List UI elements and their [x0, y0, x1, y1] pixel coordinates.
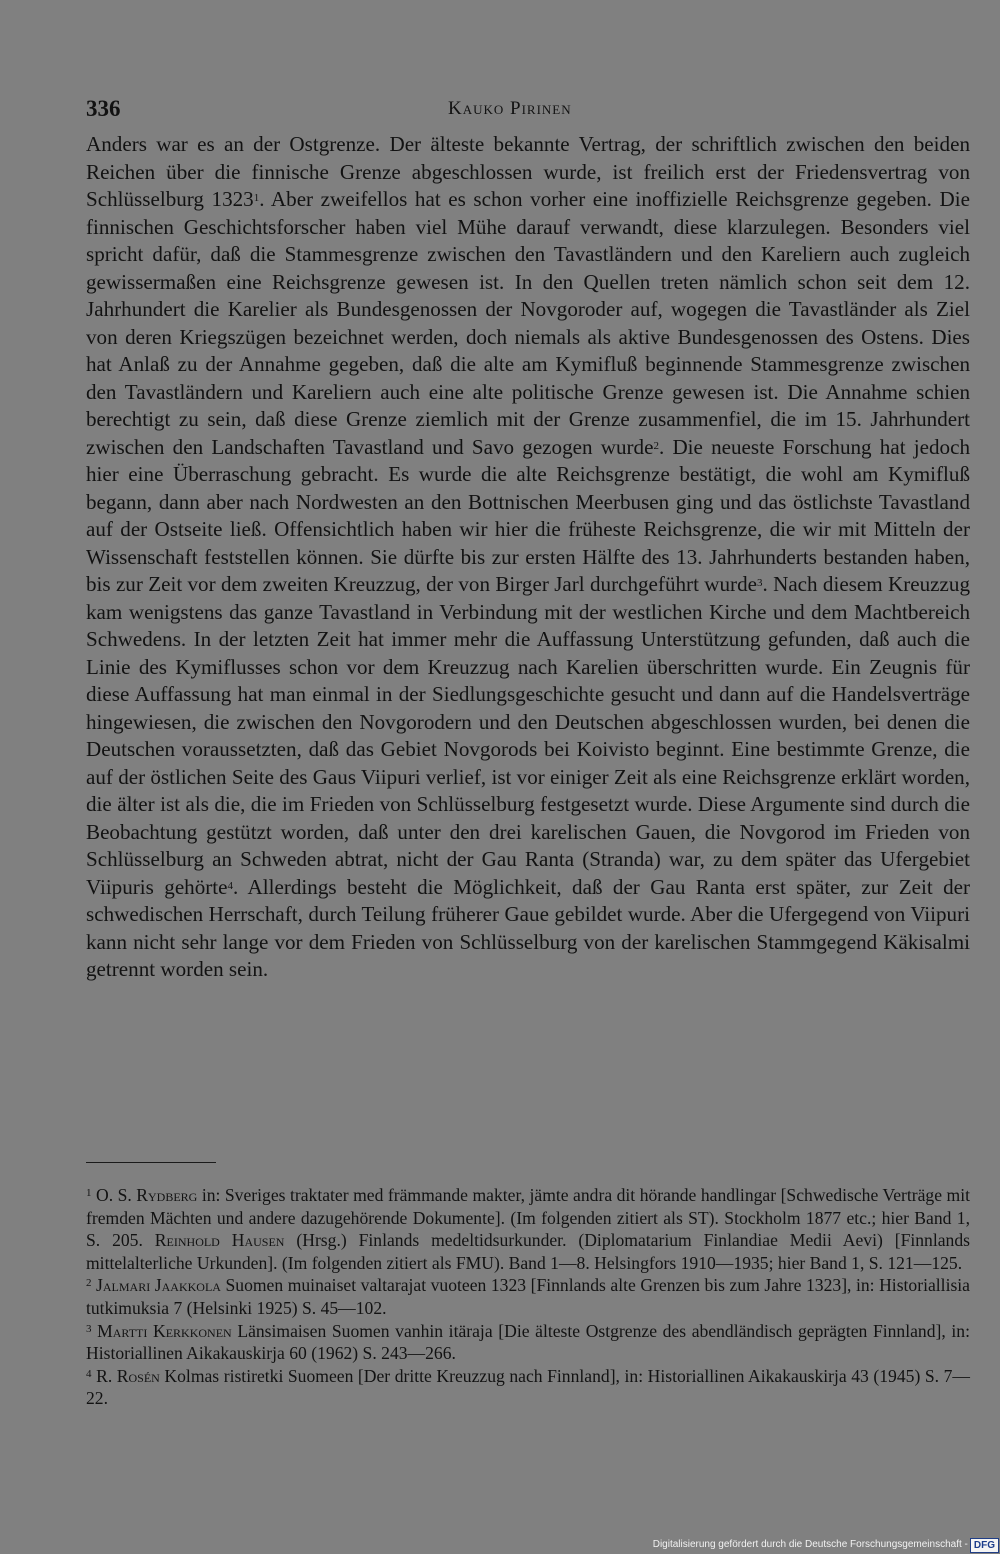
footnote-number: 2 [86, 1277, 92, 1290]
running-head: Kauko Pirinen [448, 98, 572, 119]
footnote-number: 3 [86, 1322, 92, 1335]
body-text-part-1: Anders war es an der Ostgrenze. Der älteste bekannte Vertrag, der schriftlich zwischen den beiden Reichen über die finnische Grenze abgeschlossen wurde, ist freilich erst der Friedensvertrag von Schlüsselburg 1323 [86, 132, 970, 211]
footnote-author: Reinhold Hausen [154, 1230, 285, 1251]
digitization-credit: Digitalisierung gefördert durch die Deutsche Forschungsgemeinschaft - [652, 1539, 968, 1550]
body-text-part-4: . Nach diesem Kreuzzug kam wenigstens das ganze Tavastland in Verbindung mit der westlichen Kirche und dem Machtbereich Schwedens. In der letzten Zeit hat immer mehr die Auffassung Unterstützung gefunden, daß auch die Linie des Kymiflusses schon vor dem Kreuzzug nach Karelien überschritten wurde. Ein Zeugnis für diese Auffassung hat man einmal in der Siedlungsgeschichte gesucht und dann auf die Handelsverträge hingewiesen, die zwischen den Novgorodern und den Deutschen abgeschlossen wurden, bei denen die Deutschen voraussetzten, daß das Gebiet Novgorods bei Koivisto beginnt. Eine bestimmte Grenze, die auf der östlichen Seite des Gaus Viipuri verlief, ist vor einiger Zeit als eine Reichsgrenze erklärt worden, die älter ist als die, die im Frieden von Schlüsselburg festgesetzt wurde. Diese Argumente sind durch die Beobachtung gestützt worden, daß unter den drei karelischen Gauen, die Novgorod im Frieden von Schlüsselburg an Schweden abtrat, nicht der Gau Ranta (Stranda) war, zu dem später das Ufergebiet Viipuris gehörte [86, 572, 970, 899]
footnote-reference-1: 1 [253, 192, 260, 204]
footnote-2 [86, 1274, 970, 1319]
footnote-number: 1 [86, 1187, 92, 1199]
body-text-part-5: . Allerdings besteht die Möglichkeit, daß der Gau Ranta erst später, zur Zeit der schwedischen Herrschaft, durch Teilung früherer Gaue gebildet wurde. Aber die Ufergegend von Viipuri kann nicht sehr lange vor dem Frieden von Schlüsselburg von der karelischen Stammgegend Käkisalmi getrennt worden sein. [86, 874, 971, 981]
footnote-text: (Hrsg.) Finlands medeltidsurkunder. (Diplomatarium Finlandiae Medii Aevi) [Finnlands mittelalterliche Urkunden]. (Im folgenden zitiert als FMU). Band 1—8. Helsingfors 1910—1935; hier Band 1, S. 121—125. [86, 1230, 970, 1273]
footnote-author: Jalmari Jaakkola [96, 1275, 221, 1296]
footnote-author: R. Rosén [96, 1365, 160, 1386]
footnote-1 [86, 1184, 970, 1274]
footnote-4 [86, 1365, 970, 1410]
footnote-author: Martti Kerkkonen [97, 1320, 232, 1341]
footnote-text: Kolmas ristiretki Suomeen [Der dritte Kreuzzug nach Finnland], in: Historiallinen Aikakauskirja 43 (1945) S. 7—22. [86, 1365, 971, 1409]
dfg-logo-icon: DFG [970, 1538, 999, 1553]
footnote-reference-4: 4 [227, 879, 234, 892]
footnote-divider [86, 1162, 216, 1163]
footnote-reference-3: 3 [756, 577, 763, 589]
footnote-text: Suomen muinaiset valtarajat vuoteen 1323 [Finnlands alte Grenzen bis zum Jahre 1323], in: Historiallisia tutkimuksia 7 (Helsinki 1925) S. 45—102. [86, 1275, 970, 1318]
main-paragraph [86, 131, 970, 984]
footnote-number: 4 [86, 1367, 92, 1380]
footnote-3 [86, 1320, 970, 1365]
footnotes [86, 1184, 970, 1410]
digitization-credit-bar [653, 1536, 1000, 1554]
body-text-part-2: . Aber zweifellos hat es schon vorher eine inoffizielle Reichsgrenze gegeben. Die finnischen Geschichtsforscher haben viel Mühe darauf verwandt, diese klarzulegen. Besonders viel spricht dafür, daß die Stammesgrenze zwischen den Tavastländern und den Kareliern auch zugleich gewissermaßen eine Reichsgrenze gewesen ist. In den Quellen treten nämlich schon seit dem 12. Jahrhundert die Karelier als Bundesgenossen der Novgoroder auf, wogegen die Tavastländer als Ziel von deren Kriegszügen bezeichnet werden, doch niemals als aktive Bundesgenossen des Ostens. Dies hat Anlaß zu der Annahme gegeben, daß die alte am Kymifluß beginnende Stammesgrenze zwischen den Tavastländern und Kareliern auch eine alte politische Grenze gewesen ist. Die Annahme schien berechtigt zu sein, daß diese Grenze ziemlich mit der Grenze zusammenfiel, die im 15. Jahrhundert zwischen den Landschaften Tavastland und Savo gezogen wurde [86, 187, 970, 459]
body-text-part-3: . Die neueste Forschung hat jedoch hier eine Überraschung gebracht. Es wurde die alte Reichsgrenze bestätigt, die wohl am Kymifluß begann, dann aber nach Nordwesten an den Bottnischen Meerbusen ging und das östlichste Tavastland auf der Ostseite ließ. Offensichtlich haben wir hier die früheste Reichsgrenze, die wir mit Mitteln der Wissenschaft feststellen können. Sie dürfte bis zur ersten Hälfte des 13. Jahrhunderts bestanden haben, bis zur Zeit vor dem zweiten Kreuzzug, der von Birger Jarl durchgeführt wurde [86, 434, 971, 596]
footnote-author: O. S. Rydberg [96, 1185, 198, 1205]
page-number: 336 [86, 96, 121, 121]
page-header [86, 93, 970, 125]
footnote-reference-2: 2 [653, 439, 659, 452]
footnote-text: in: Sveriges traktater med främmande makter, jämte andra dit hörande handlingar [Schwedische Verträge mit fremden Mächten und andere dazugehörende Dokumente]. (Im folgenden zitiert als ST). Stockholm 1877 etc.; hier Band 1, S. 205. [86, 1185, 970, 1251]
footnote-text: Länsimaisen Suomen vanhin itäraja [Die älteste Ostgrenze des abendländisch geprägten Finnland], in: Historiallinen Aikakauskirja 60 (1962) S. 243—266. [86, 1320, 970, 1364]
